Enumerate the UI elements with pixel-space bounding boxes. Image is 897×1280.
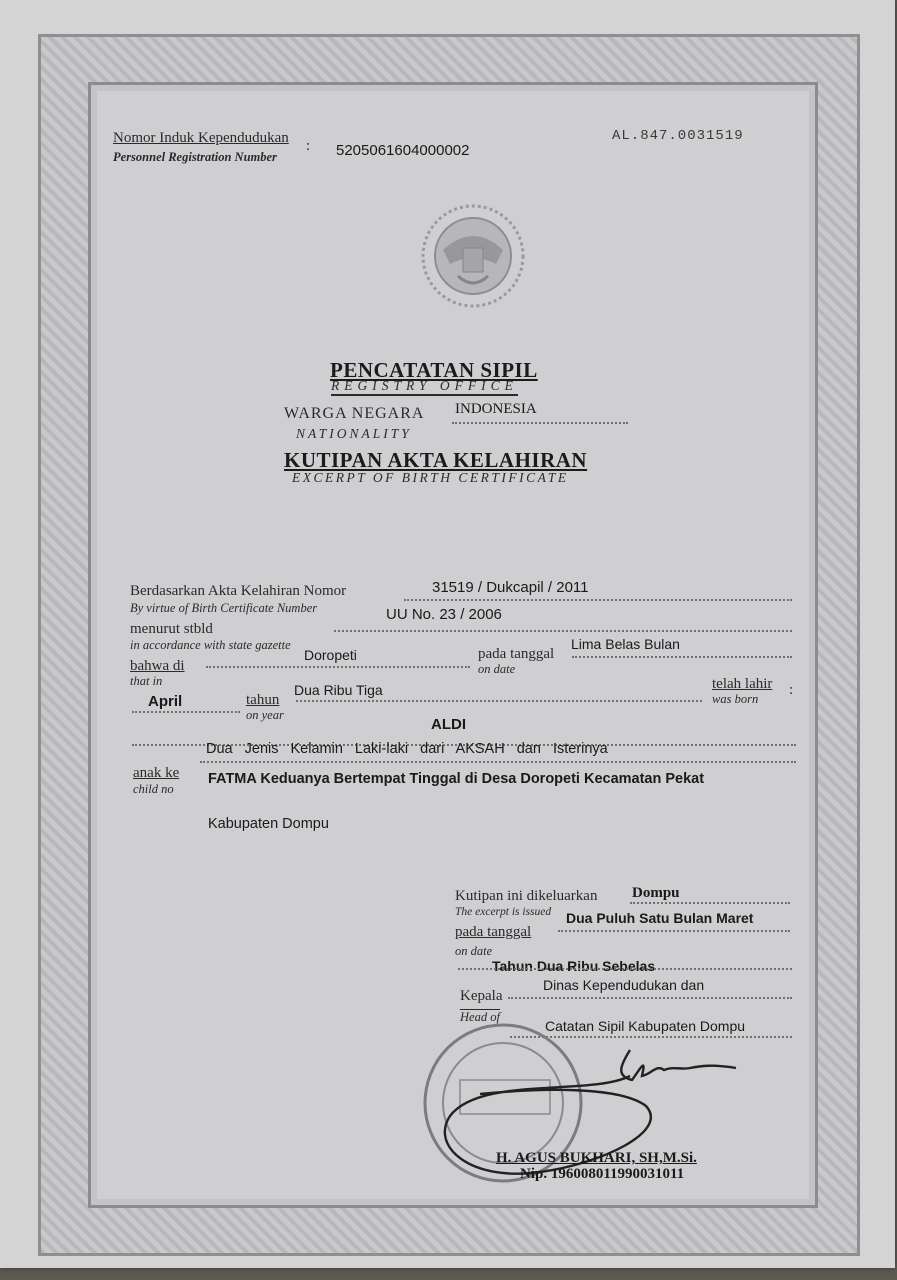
place-label-en: that in	[130, 674, 163, 688]
born-label-en: was born	[712, 692, 759, 706]
head-label: Kepala	[460, 988, 503, 1004]
stbld-label-en: in accordance with state gazette	[130, 638, 291, 652]
nationality-label: WARGA NEGARA	[284, 405, 425, 422]
issue-date-label-en: on date	[455, 944, 493, 958]
nik-label-en: Personnel Registration Number	[113, 150, 277, 164]
child-line-2: FATMA Keduanya Bertempat Tinggal di Desa Doropeti Kecamatan Pekat	[208, 771, 705, 787]
nik-value: 5205061604000002	[336, 142, 470, 159]
nik-colon: :	[306, 138, 311, 154]
nationality-value: INDONESIA	[455, 401, 537, 417]
issue-year-value: Tahun Dua Ribu Sebelas	[492, 958, 656, 974]
child-line-1: Dua Jenis Kelamin Laki-laki dari AKSAH dan Isterinya	[206, 741, 608, 757]
place-value: Doropeti	[304, 647, 357, 663]
date-value: Lima Belas Bulan	[571, 636, 680, 652]
child-label: anak ke	[133, 765, 180, 781]
nationality-label-en: NATIONALITY	[296, 426, 412, 441]
garuda-emblem	[418, 202, 528, 310]
child-line-3: Kabupaten Dompu	[208, 816, 329, 832]
official-name: H. AGUS BUKHARI, SH,M.Si.	[496, 1150, 697, 1166]
office-line-1: Dinas Kependudukan dan	[543, 977, 705, 993]
issued-label: Kutipan ini dikeluarkan	[455, 888, 598, 904]
official-nip: Nip. 196008011990031011	[520, 1166, 685, 1182]
child-name: ALDI	[431, 716, 466, 733]
act-label: Berdasarkan Akta Kelahiran Nomor	[130, 583, 347, 599]
date-label: pada tanggal	[478, 646, 555, 662]
serial-number: AL.847.0031519	[612, 128, 744, 144]
head-label-en: Head of	[460, 1010, 500, 1024]
stbld-value: UU No. 23 / 2006	[386, 606, 502, 623]
stbld-label: menurut stbld	[130, 621, 213, 637]
office-title-en: REGISTRY OFFICE	[331, 378, 518, 396]
issued-place: Dompu	[632, 885, 680, 901]
month-value: April	[148, 693, 183, 710]
issue-date-value: Dua Puluh Satu Bulan Maret	[566, 910, 754, 926]
year-label: tahun	[246, 692, 280, 708]
issue-date-label: pada tanggal	[455, 924, 532, 940]
born-label: telah lahir	[712, 676, 773, 692]
issued-label-en: The excerpt is issued	[455, 906, 552, 918]
act-label-en: By virtue of Birth Certificate Number	[130, 601, 318, 615]
document-title: KUTIPAN AKTA KELAHIRAN	[284, 448, 588, 472]
child-label-en: child no	[133, 782, 174, 796]
year-label-en: on year	[246, 708, 284, 722]
place-label: bahwa di	[130, 658, 185, 674]
nik-label: Nomor Induk Kependudukan	[113, 130, 289, 146]
year-value: Dua Ribu Tiga	[294, 682, 383, 698]
date-label-en: on date	[478, 662, 516, 676]
born-colon: :	[789, 682, 794, 698]
document-title-en: EXCERPT OF BIRTH CERTIFICATE	[292, 470, 569, 485]
office-title: PENCATATAN SIPIL	[330, 358, 538, 382]
office-line-2: Catatan Sipil Kabupaten Dompu	[545, 1018, 746, 1034]
act-number: 31519 / Dukcapil / 2011	[432, 579, 589, 596]
